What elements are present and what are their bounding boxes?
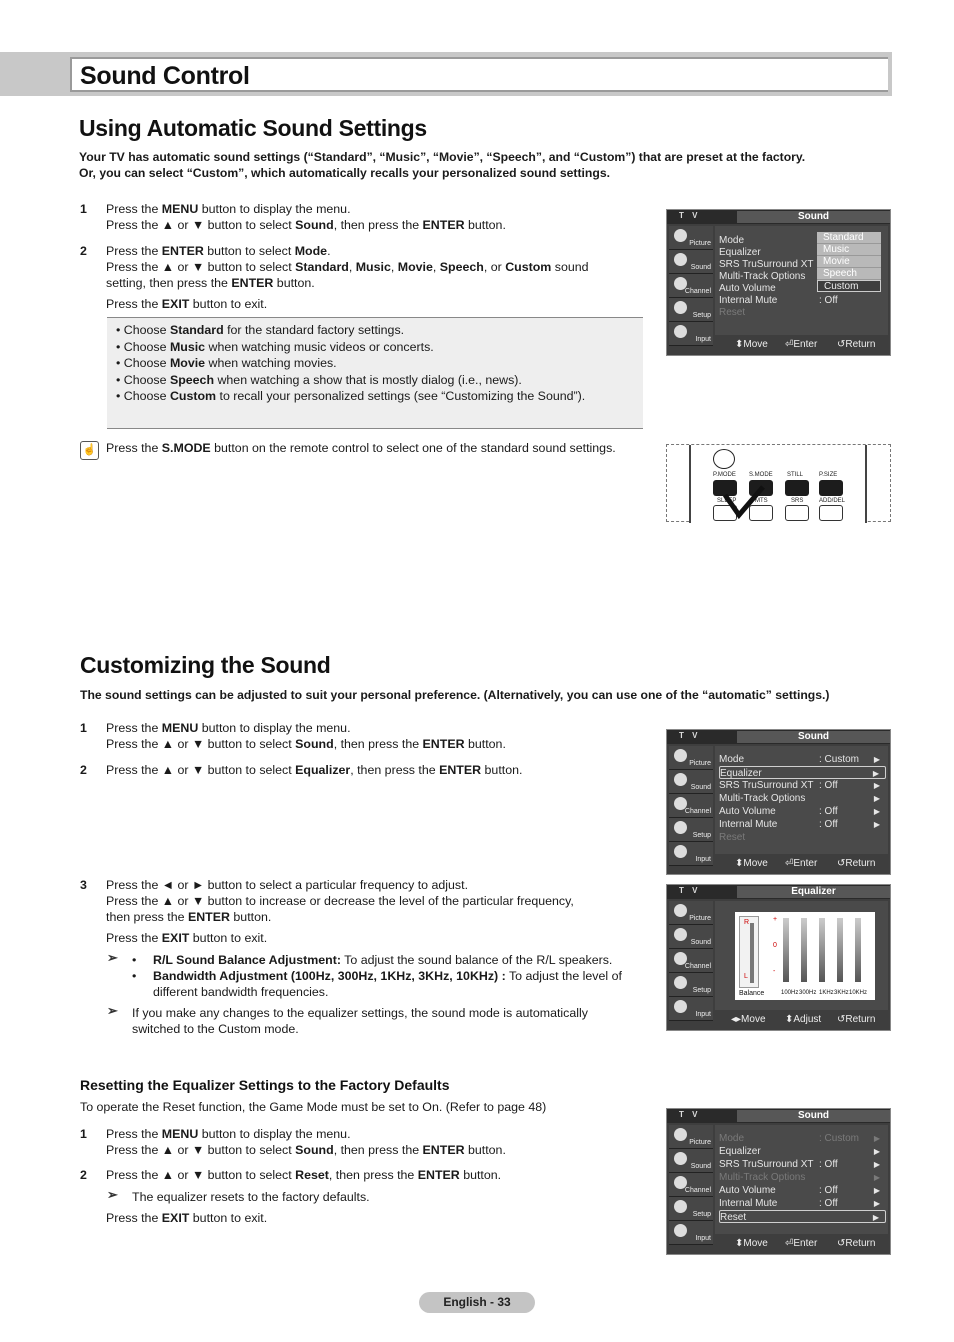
bullet-bandwidth: • Bandwidth Adjustment (100Hz, 300Hz, 1KHz, 3KHz, 10KHz) : To adjust the level of different bandwidth frequencies.	[132, 969, 622, 999]
step-line: Press the ▲ or ▼ button to select Sound, then press the ENTER button.	[106, 218, 506, 232]
tv-label: T V	[679, 731, 701, 740]
menu-row-equalizer[interactable]: Equalizer ▶	[719, 766, 886, 779]
setup-icon	[674, 301, 687, 314]
menu-row-autovolume[interactable]: Auto Volume : Off ▶	[719, 806, 880, 817]
menu-footer	[715, 337, 888, 353]
menu-sidebar	[669, 226, 713, 343]
step-line: Press the ▲ or ▼ button to select Sound, then press the ENTER button.	[106, 1143, 506, 1157]
arrow-right-icon: ▶	[873, 794, 880, 803]
menu-main	[715, 1125, 888, 1234]
menu-row-reset: Reset	[719, 307, 746, 318]
menu-footer	[715, 856, 888, 872]
eq-freq-label: 300Hz	[799, 990, 817, 996]
dropdown-speech[interactable]: Speech	[817, 268, 881, 280]
step-line: Press the MENU button to display the menu.	[106, 721, 351, 735]
option-movie: • Choose Movie when watching movies.	[116, 356, 337, 371]
dropdown-custom[interactable]: Custom	[817, 280, 881, 292]
bullet-balance: • R/L Sound Balance Adjustment: To adjust the sound balance of the R/L speakers.	[132, 953, 613, 967]
menu-row-multitrack[interactable]: Multi-Track Options ▶	[719, 793, 880, 804]
tv-menu-sound-mode	[666, 209, 891, 356]
input-icon	[674, 845, 687, 858]
reset-step-1	[80, 1126, 650, 1158]
sidebar-item-input[interactable]: Input	[669, 842, 713, 866]
intro-line-2: Or, you can select “Custom”, which automatically recalls your personalized sound settings.	[79, 166, 610, 180]
menu-row-internalmute[interactable]: Internal Mute : Off ▶	[719, 819, 880, 830]
menu-row-srs[interactable]: SRS TruSurround XT : Off ▶	[719, 1159, 880, 1170]
title-box	[70, 57, 888, 92]
arrow-right-icon: ▶	[873, 1186, 880, 1195]
dropdown-music[interactable]: Music	[817, 244, 881, 256]
input-icon	[674, 1000, 687, 1013]
menu-row-mode[interactable]: Mode : Custom ▶	[719, 754, 880, 765]
smode-note: Press the S.MODE button on the remote control to select one of the standard sound settings.	[106, 441, 616, 455]
menu-row-equalizer[interactable]: Equalizer ▶	[719, 1146, 880, 1157]
menu-footer	[715, 1236, 888, 1252]
sidebar-item-sound[interactable]: Sound	[669, 1149, 713, 1173]
option-speech: • Choose Speech when watching a show that is mostly dialog (i.e., news).	[116, 372, 522, 387]
step-1	[80, 201, 650, 233]
section-heading-customizing: Customizing the Sound	[80, 652, 331, 678]
sidebar-item-channel[interactable]: Channel	[669, 1173, 713, 1197]
return-hint: ↺ Return	[837, 1014, 876, 1025]
menu-title: Sound	[737, 211, 890, 223]
step-line: Press the EXIT button to exit.	[106, 297, 268, 311]
balance-track	[750, 923, 754, 983]
srs-button[interactable]	[785, 505, 809, 521]
sidebar-item-channel[interactable]: Channel	[669, 274, 713, 298]
step-number: 2	[80, 1168, 87, 1182]
menu-row-srs[interactable]: SRS TruSurround XT : Off ▶	[719, 780, 880, 791]
sidebar-item-picture[interactable]: Picture	[669, 901, 713, 925]
menu-row-autovolume[interactable]: Auto Volume	[719, 283, 776, 294]
remote-label-smode: S.MODE	[749, 472, 773, 478]
tv-menu-sound-reset	[666, 1108, 891, 1255]
custom-mode-tip: If you make any changes to the equalizer settings, the sound mode is automatically switched to the Custom mode.	[132, 1006, 588, 1036]
sidebar-item-setup[interactable]: Setup	[669, 1197, 713, 1221]
section2-intro: The sound settings can be adjusted to suit your personal preference. (Alternatively, you can use one of the “automatic” settings.)	[80, 688, 830, 702]
balance-r-label: R	[744, 919, 750, 926]
move-hint: ⬍ Move	[735, 1238, 768, 1249]
remote-label-still: STILL	[787, 472, 804, 478]
menu-sidebar	[669, 1125, 713, 1242]
menu-row-autovolume[interactable]: Auto Volume : Off ▶	[719, 1185, 880, 1196]
sidebar-item-input[interactable]: Input	[669, 1221, 713, 1245]
sidebar-item-sound[interactable]: Sound	[669, 770, 713, 794]
eq-bullets	[132, 952, 652, 1000]
eq-slider-3khz[interactable]	[837, 918, 843, 982]
picture-icon	[674, 1128, 687, 1141]
return-hint: ↺ Return	[837, 858, 876, 869]
arrow-right-icon: ▶	[873, 781, 880, 790]
arrow-right-icon: ▶	[873, 1160, 880, 1169]
step-line: setting, then press the ENTER button.	[106, 276, 315, 290]
remote-label-psize: P.SIZE	[819, 472, 838, 478]
eq-slider-1khz[interactable]	[819, 918, 825, 982]
sound-icon	[674, 928, 687, 941]
sound-icon	[674, 1152, 687, 1165]
custom-step-2: 2 Press the ▲ or ▼ button to select Equalizer, then press the ENTER button.	[80, 763, 523, 777]
option-music: • Choose Music when watching music videos or concerts.	[116, 339, 434, 354]
remote-label-sleep: SLEEP	[717, 498, 737, 504]
tv-menu-sound-equalizer	[666, 729, 891, 875]
sound-icon	[674, 253, 687, 266]
arrow-right-icon: ▶	[873, 755, 880, 764]
sidebar-item-channel[interactable]: Channel	[669, 794, 713, 818]
adddel-button[interactable]	[819, 505, 843, 521]
equalizer-panel	[735, 912, 875, 1000]
mode-dropdown[interactable]	[817, 232, 881, 292]
balance-l-label: L	[744, 973, 748, 980]
step-line: then press the ENTER button.	[106, 910, 272, 924]
intro-line-1: Your TV has automatic sound settings (“Standard”, “Music”, “Movie”, “Speech”, and “Custom”) that are preset at the factory.	[79, 150, 806, 164]
picture-icon	[674, 904, 687, 917]
return-hint: ↺ Return	[837, 1238, 876, 1249]
arrow-right-icon: ▶	[872, 1213, 879, 1222]
menu-row-internalmute[interactable]: Internal Mute : Off	[719, 295, 838, 306]
sidebar-item-input[interactable]: Input	[669, 322, 713, 346]
step-line: Press the MENU button to display the menu.	[106, 202, 351, 216]
sidebar-item-picture[interactable]: Picture	[669, 226, 713, 250]
step-line: Press the ▲ or ▼ button to increase or decrease the level of the particular frequency,	[106, 894, 574, 908]
step-number: 2	[80, 763, 87, 777]
menu-row-srs[interactable]: SRS TruSurround XT	[719, 259, 814, 270]
step-line: Press the ▲ or ▼ button to select Standard, Music, Movie, Speech, or Custom sound	[106, 260, 589, 274]
option-custom: • Choose Custom to recall your personalized settings (see “Customizing the Sound”).	[116, 389, 586, 404]
eq-plus-label: +	[773, 916, 778, 923]
tip-arrow-icon: ➢	[107, 1003, 118, 1018]
menu-row-equalizer[interactable]: Equalizer	[719, 247, 761, 258]
move-hint: ⬍ Move	[735, 339, 768, 350]
menu-row-multitrack: Multi-Track Options ▶	[719, 1172, 880, 1183]
remote-label-srs: SRS	[791, 498, 804, 504]
enter-hint: ⏎ Enter	[785, 339, 818, 350]
menu-main	[715, 226, 888, 335]
enter-hint: ⏎ Enter	[785, 858, 818, 869]
menu-title: Sound	[737, 731, 890, 743]
mode-options-box	[107, 317, 643, 429]
input-icon	[674, 325, 687, 338]
adjust-hint: ⬍ Adjust	[785, 1014, 822, 1025]
step-number: 1	[80, 1127, 87, 1141]
menu-row-mode: Mode : Custom ▶	[719, 1133, 880, 1144]
step-2	[80, 243, 650, 312]
dropdown-standard[interactable]: Standard	[817, 232, 881, 244]
page-title: Sound Control	[80, 62, 250, 90]
move-hint: ◂▸ Move	[731, 1014, 766, 1025]
menu-row-reset[interactable]: Reset ▶	[719, 1210, 886, 1223]
tip-arrow-icon: ➢	[107, 950, 118, 965]
pointer-check-icon	[721, 485, 767, 521]
arrow-right-icon: ▶	[873, 1147, 880, 1156]
sidebar-item-setup[interactable]: Setup	[669, 973, 713, 997]
tv-label: T V	[679, 1110, 701, 1119]
balance-slider[interactable]	[739, 916, 759, 988]
psize-button[interactable]	[819, 480, 843, 496]
option-standard: • Choose Standard for the standard factory settings.	[116, 323, 405, 337]
tv-label: T V	[679, 886, 701, 895]
menu-title: Sound	[737, 1110, 890, 1122]
tip-arrow-icon: ➢	[107, 1187, 118, 1202]
menu-footer	[715, 1012, 888, 1028]
hand-note-icon: ☝	[80, 441, 99, 460]
menu-row-multitrack[interactable]: Multi-Track Options	[719, 271, 806, 282]
step-number: 1	[80, 202, 87, 216]
move-hint: ⬍ Move	[735, 858, 768, 869]
eq-freq-label: 3KHz	[834, 990, 849, 996]
eq-slider-10khz[interactable]	[855, 918, 861, 982]
arrow-right-icon: ▶	[873, 1199, 880, 1208]
page-number-badge: English - 33	[419, 1292, 535, 1313]
tv-label: T V	[679, 211, 701, 220]
sidebar-item-sound[interactable]: Sound	[669, 250, 713, 274]
eq-slider-100hz[interactable]	[783, 918, 789, 982]
step-line: Press the ENTER button to select Mode.	[106, 244, 331, 258]
tv-menu-equalizer	[666, 884, 891, 1031]
input-icon	[674, 1224, 687, 1237]
eq-balance-label: Balance	[739, 990, 765, 997]
step-number: 3	[80, 878, 87, 892]
custom-step-1	[80, 720, 650, 752]
remote-label-pmode: P.MODE	[713, 472, 736, 478]
eq-freq-label: 100Hz	[781, 990, 799, 996]
sidebar-item-input[interactable]: Input	[669, 997, 713, 1021]
section1-intro	[79, 149, 899, 181]
eq-slider-300hz[interactable]	[801, 918, 807, 982]
sidebar-item-sound[interactable]: Sound	[669, 925, 713, 949]
reset-tip: The equalizer resets to the factory defaults.	[132, 1190, 370, 1204]
menu-row-internalmute[interactable]: Internal Mute : Off ▶	[719, 1198, 880, 1209]
sidebar-item-setup[interactable]: Setup	[669, 298, 713, 322]
arrow-right-icon: ▶	[873, 807, 880, 816]
step-number: 1	[80, 721, 87, 735]
picture-icon	[674, 749, 687, 762]
sidebar-item-picture[interactable]: Picture	[669, 1125, 713, 1149]
eq-zero-label: 0	[773, 942, 777, 949]
sidebar-item-channel[interactable]: Channel	[669, 949, 713, 973]
sidebar-item-setup[interactable]: Setup	[669, 818, 713, 842]
menu-main	[715, 746, 888, 854]
section-heading-automatic: Using Automatic Sound Settings	[79, 115, 427, 141]
arrow-right-icon: ▶	[873, 1173, 880, 1182]
eq-freq-label: 1KHz	[819, 990, 834, 996]
menu-row-reset: Reset	[719, 832, 746, 843]
section-heading-reset: Resetting the Equalizer Settings to the Factory Defaults	[80, 1077, 450, 1093]
eq-minus-label: -	[773, 968, 776, 975]
menu-sidebar	[669, 901, 713, 1018]
enter-hint: ⏎ Enter	[785, 1238, 818, 1249]
reset-intro: To operate the Reset function, the Game Mode must be set to On. (Refer to page 48)	[80, 1100, 547, 1114]
step-line: Press the MENU button to display the menu.	[106, 1127, 351, 1141]
step-line: Press the ◄ or ► button to select a particular frequency to adjust.	[106, 878, 469, 892]
eq-freq-label: 10KHz	[849, 990, 868, 996]
menu-row-mode[interactable]: Mode	[719, 235, 745, 246]
sidebar-item-picture[interactable]: Picture	[669, 746, 713, 770]
remote-label-mts: MTS	[755, 498, 768, 504]
still-button[interactable]	[785, 480, 809, 496]
setup-icon	[674, 976, 687, 989]
step-line: Press the EXIT button to exit.	[106, 931, 268, 945]
remote-control-image	[666, 444, 891, 522]
power-icon	[713, 449, 735, 469]
step-number: 2	[80, 244, 87, 258]
reset-step-2: 2 Press the ▲ or ▼ button to select Reset, then press the ENTER button.	[80, 1168, 502, 1182]
menu-sidebar	[669, 746, 713, 863]
reset-exit: Press the EXIT button to exit.	[106, 1211, 268, 1225]
custom-step-3	[80, 877, 655, 946]
menu-title: Equalizer	[737, 886, 890, 898]
arrow-right-icon: ▶	[873, 820, 880, 829]
arrow-right-icon: ▶	[872, 769, 879, 778]
picture-icon	[674, 229, 687, 242]
dropdown-movie[interactable]: Movie	[817, 256, 881, 268]
arrow-right-icon: ▶	[873, 1134, 880, 1143]
return-hint: ↺ Return	[837, 339, 876, 350]
remote-label-adddel: ADD/DEL	[819, 498, 846, 504]
setup-icon	[674, 821, 687, 834]
sound-icon	[674, 773, 687, 786]
step-line: Press the ▲ or ▼ button to select Sound, then press the ENTER button.	[106, 737, 506, 751]
setup-icon	[674, 1200, 687, 1213]
